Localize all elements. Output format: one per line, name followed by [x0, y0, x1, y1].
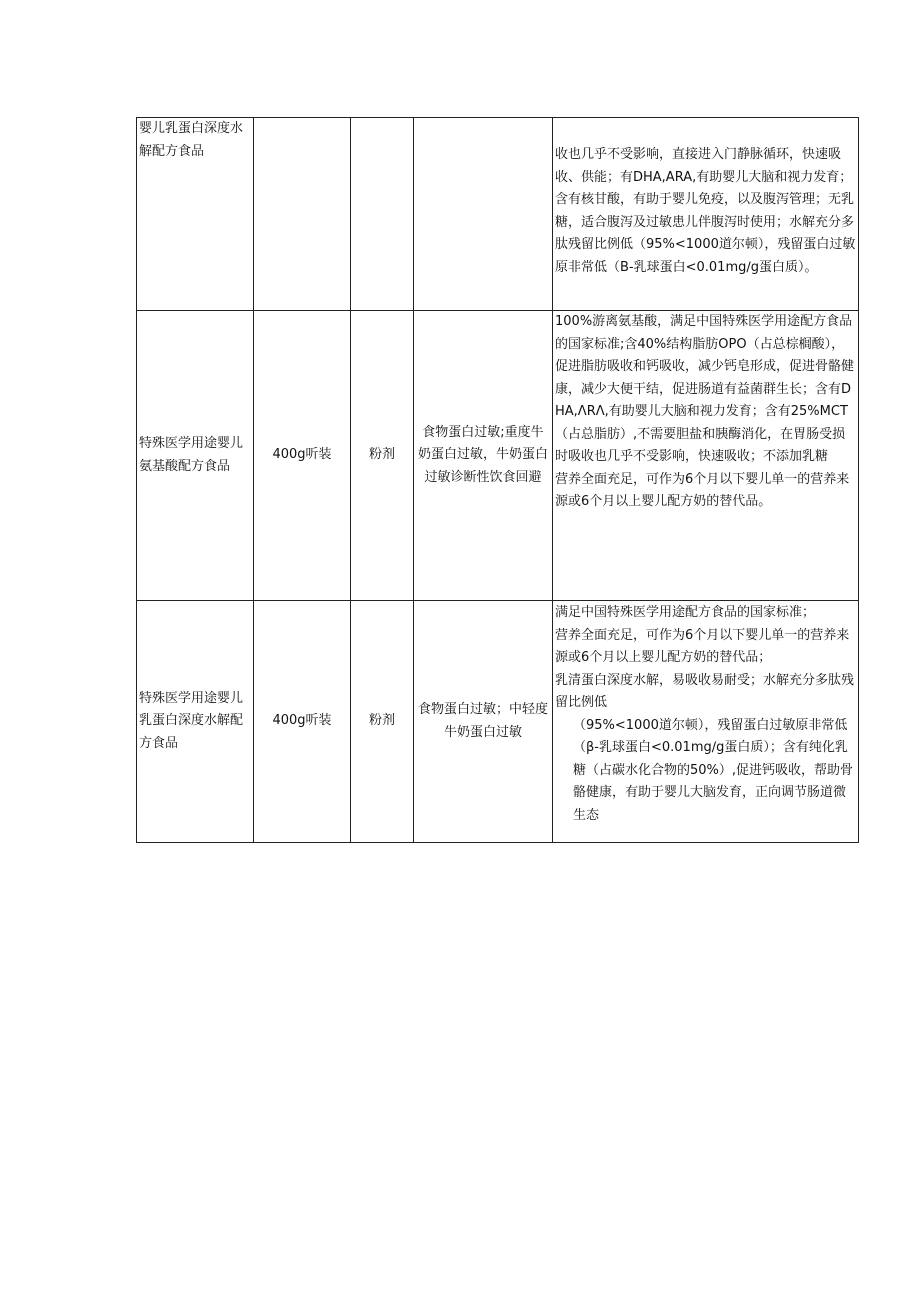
- features-cell: [553, 311, 859, 601]
- features-cell: [553, 601, 859, 843]
- indication-cell: 食物蛋白过敏;重度牛奶蛋白过敏，牛奶蛋白过敏诊断性饮食回避: [414, 311, 553, 601]
- feature-text: 收也几乎不受影响，直接进入门静脉循环，快速吸收、供能；有DHA,ARA,有助婴儿大脑和视力发育；含有核甘酸，有助于婴儿免疫，以及腹泻管理；无乳糖，适合腹泻及过敏患儿伴腹泻时使用；水解充分多肽残留比例低（95%<1000道尔顿），残留蛋白过敏原非常低（B-乳球蛋白<0.01mg∕g蛋白质）。: [555, 147, 856, 275]
- spec-cell: 400g听装: [254, 601, 351, 843]
- spec-cell: [254, 118, 351, 311]
- product-table: [136, 117, 859, 843]
- dosage-form-cell: 粉剂: [351, 601, 414, 843]
- table-row: [137, 311, 859, 601]
- dosage-form-cell: [351, 118, 414, 311]
- indication-cell: 食物蛋白过敏；中轻度牛奶蛋白过敏: [414, 601, 553, 843]
- feature-text: 营养全面充足，可作为6个月以下婴儿单一的营养来源或6个月以上婴儿配方奶的替代品。: [555, 471, 850, 509]
- spec-cell: 400g听装: [254, 311, 351, 601]
- feature-text: （95%<1000道尔顿），残留蛋白过敏原非常低（β-乳球蛋白<0.01mg∕g蛋白质）；含有纯化乳糖（占碳水化合物的50%）,促进钙吸收，帮助骨骼健康，有助于婴儿大脑发育，正向调节肠道微生态: [573, 717, 854, 823]
- product-name-cell: 特殊医学用途婴儿氨基酸配方食品: [137, 311, 254, 601]
- table-row: [137, 118, 859, 311]
- features-cell: [553, 118, 859, 311]
- product-name-cell: 特殊医学用途婴儿乳蛋白深度水解配方食品: [137, 601, 254, 843]
- table-row: [137, 601, 859, 843]
- indication-cell: [414, 118, 553, 311]
- dosage-form-cell: 粉剂: [351, 311, 414, 601]
- feature-text: 100%游离氨基酸，满足中国特殊医学用途配方食品的国家标准;含40%结构脂肪OPO（占总棕榈酸），促进脂肪吸收和钙吸收，减少钙皂形成，促进骨骼健康，减少大便干结，促进肠道有益菌群生长；含有DHA,ΛRΛ,有助婴儿大脑和视力发育；含有25%MCT（占总脂肪）,不需要胆盐和胰酶消化，在胃肠受损时吸收也几乎不受影响，快速吸收；不添加乳糖: [555, 314, 855, 464]
- feature-text: 满足中国特殊医学用途配方食品的国家标准；: [555, 605, 816, 620]
- feature-text: 营养全面充足，可作为6个月以下婴儿单一的营养来源或6个月以上婴儿配方奶的替代品；: [555, 627, 850, 665]
- product-name-cell: 婴儿乳蛋白深度水解配方食品: [137, 118, 254, 311]
- feature-text: 乳清蛋白深度水解，易吸收易耐受；水解充分多肽残留比例低: [555, 672, 855, 710]
